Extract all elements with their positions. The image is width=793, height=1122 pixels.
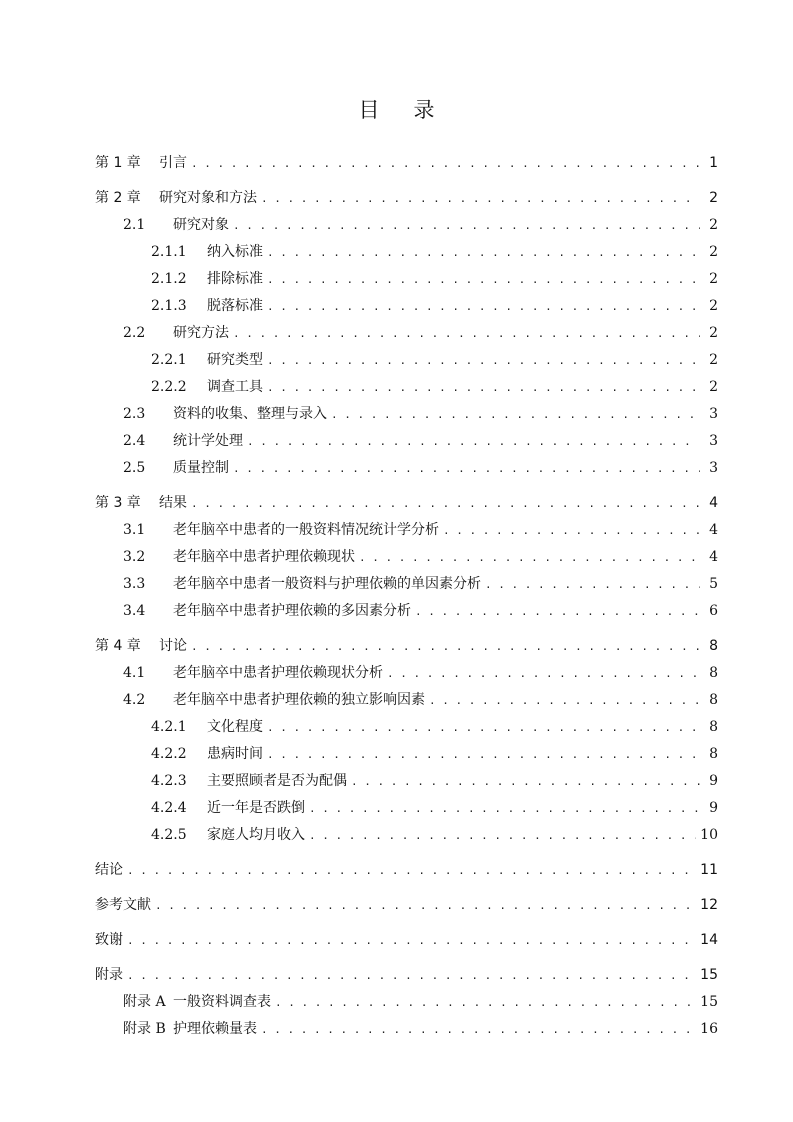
toc-entry-title: 老年脑卒中患者护理依赖现状分析 — [173, 665, 383, 681]
toc-entry-title: 研究类型 — [207, 352, 263, 368]
toc-entry-number: 3.1 — [123, 522, 146, 538]
toc-entry-title: 近一年是否跌倒 — [207, 800, 305, 816]
toc-entry-title: 调查工具 — [207, 379, 263, 395]
toc-entry[interactable] — [95, 857, 718, 884]
toc-entry[interactable] — [95, 347, 718, 374]
toc-entry-title: 患病时间 — [207, 746, 263, 762]
table-of-contents — [95, 150, 718, 1043]
toc-entry-page-number: 2 — [709, 217, 718, 233]
toc-entry[interactable] — [95, 660, 718, 687]
toc-entry-page-number: 10 — [700, 827, 718, 843]
toc-entry-page-number: 3 — [709, 433, 718, 449]
dot-leader — [485, 571, 700, 598]
toc-entry[interactable] — [95, 633, 718, 660]
toc-entry-page-number: 2 — [709, 190, 718, 206]
toc-entry-page-number: 9 — [709, 773, 718, 789]
toc-entry-number: 4.2 — [123, 692, 146, 708]
toc-entry-title: 质量控制 — [173, 460, 229, 476]
toc-entry-title: 老年脑卒中患者护理依赖的多因素分析 — [173, 603, 411, 619]
toc-entry[interactable] — [95, 989, 718, 1016]
toc-entry-number: 2.1 — [123, 217, 146, 233]
toc-entry-number: 3.2 — [123, 549, 146, 565]
toc-entry[interactable] — [95, 455, 718, 482]
toc-entry-number: 2.2.2 — [151, 379, 187, 395]
toc-entry-number: 4.2.3 — [151, 773, 187, 789]
dot-leader — [267, 374, 700, 401]
dot-leader — [331, 401, 700, 428]
toc-entry-page-number: 1 — [709, 155, 718, 171]
toc-entry-page-number: 8 — [709, 638, 718, 654]
dot-leader — [191, 633, 700, 660]
toc-entry-page-number: 12 — [700, 897, 718, 913]
toc-entry-number: 4.2.4 — [151, 800, 187, 816]
toc-entry[interactable] — [95, 185, 718, 212]
toc-entry-title: 主要照顾者是否为配偶 — [207, 773, 347, 789]
toc-entry[interactable] — [95, 490, 718, 517]
toc-entry-title: 结论 — [95, 862, 123, 878]
toc-entry-page-number: 6 — [709, 603, 718, 619]
toc-entry-page-number: 16 — [700, 1021, 718, 1037]
dot-leader — [191, 150, 700, 177]
toc-entry[interactable] — [95, 428, 718, 455]
toc-entry-title: 附录 — [95, 967, 123, 983]
toc-entry-page-number: 15 — [700, 967, 718, 983]
toc-entry-page-number: 15 — [700, 994, 718, 1010]
toc-entry-page-number: 8 — [709, 746, 718, 762]
toc-entry-page-number: 2 — [709, 352, 718, 368]
toc-entry-number: 2.1.1 — [151, 244, 187, 260]
toc-entry[interactable] — [95, 927, 718, 954]
toc-entry[interactable] — [95, 374, 718, 401]
toc-entry-title: 讨论 — [159, 638, 187, 654]
toc-entry-page-number: 9 — [709, 800, 718, 816]
dot-leader — [247, 428, 700, 455]
toc-entry[interactable] — [95, 212, 718, 239]
dot-leader — [191, 490, 700, 517]
toc-entry[interactable] — [95, 822, 718, 849]
dot-leader — [429, 687, 700, 714]
toc-entry[interactable] — [95, 768, 718, 795]
toc-entry-page-number: 2 — [709, 325, 718, 341]
toc-entry-number: 3.3 — [123, 576, 146, 592]
toc-entry-number: 附录 B — [123, 1021, 166, 1037]
toc-entry-title: 统计学处理 — [173, 433, 243, 449]
toc-entry[interactable] — [95, 320, 718, 347]
toc-entry[interactable] — [95, 517, 718, 544]
dot-leader — [309, 822, 696, 849]
toc-entry-title: 资料的收集、整理与录入 — [173, 406, 327, 422]
toc-entry[interactable] — [95, 571, 718, 598]
dot-leader — [155, 892, 696, 919]
dot-leader — [233, 320, 700, 347]
toc-entry-page-number: 2 — [709, 244, 718, 260]
toc-entry-title: 脱落标准 — [207, 298, 263, 314]
dot-leader — [267, 714, 700, 741]
toc-entry-page-number: 14 — [700, 932, 718, 948]
toc-entry-number: 3.4 — [123, 603, 146, 619]
dot-leader — [127, 927, 696, 954]
toc-entry-title: 老年脑卒中患者的一般资料情况统计学分析 — [173, 522, 439, 538]
dot-leader — [387, 660, 700, 687]
toc-entry-page-number: 3 — [709, 406, 718, 422]
toc-entry-title: 家庭人均月收入 — [207, 827, 305, 843]
dot-leader — [309, 795, 700, 822]
toc-entry-number: 2.2.1 — [151, 352, 187, 368]
dot-leader — [127, 962, 696, 989]
toc-entry-title: 老年脑卒中患者护理依赖的独立影响因素 — [173, 692, 425, 708]
dot-leader — [127, 857, 696, 884]
toc-entry-number: 2.2 — [123, 325, 146, 341]
dot-leader — [351, 768, 700, 795]
dot-leader — [359, 544, 700, 571]
dot-leader — [267, 741, 700, 768]
toc-entry-title: 纳入标准 — [207, 244, 263, 260]
toc-entry-title: 研究方法 — [173, 325, 229, 341]
toc-entry[interactable] — [95, 714, 718, 741]
dot-leader — [443, 517, 700, 544]
toc-entry-title: 结果 — [159, 495, 187, 511]
toc-entry-page-number: 4 — [709, 495, 718, 511]
dot-leader — [275, 989, 696, 1016]
toc-entry-number: 第 3 章 — [95, 495, 141, 511]
toc-entry[interactable] — [95, 544, 718, 571]
toc-entry[interactable] — [95, 239, 718, 266]
toc-entry-title: 排除标准 — [207, 271, 263, 287]
toc-entry-title: 一般资料调查表 — [173, 994, 271, 1010]
dot-leader — [261, 185, 700, 212]
toc-entry-page-number: 3 — [709, 460, 718, 476]
toc-entry-title: 护理依赖量表 — [173, 1021, 257, 1037]
toc-entry[interactable] — [95, 892, 718, 919]
toc-entry-title: 老年脑卒中患者一般资料与护理依赖的单因素分析 — [173, 576, 481, 592]
toc-entry-number: 2.3 — [123, 406, 146, 422]
toc-entry-page-number: 11 — [700, 862, 718, 878]
toc-entry-title: 研究对象 — [173, 217, 229, 233]
dot-leader — [415, 598, 700, 625]
toc-entry-page-number: 4 — [709, 522, 718, 538]
toc-entry-number: 第 2 章 — [95, 190, 141, 206]
toc-entry[interactable] — [95, 293, 718, 320]
toc-entry-number: 第 4 章 — [95, 638, 141, 654]
toc-entry-page-number: 5 — [709, 576, 718, 592]
toc-entry-page-number: 4 — [709, 549, 718, 565]
toc-entry-title: 参考文献 — [95, 897, 151, 913]
toc-entry[interactable] — [95, 150, 718, 177]
toc-entry-page-number: 8 — [709, 665, 718, 681]
dot-leader — [261, 1016, 696, 1043]
toc-entry-number: 附录 A — [123, 994, 166, 1010]
toc-entry-title: 引言 — [159, 155, 187, 171]
toc-entry[interactable] — [95, 962, 718, 989]
toc-entry-title: 老年脑卒中患者护理依赖现状 — [173, 549, 355, 565]
toc-entry[interactable] — [95, 1016, 718, 1043]
toc-entry-number: 第 1 章 — [95, 155, 141, 171]
dot-leader — [267, 266, 700, 293]
toc-entry[interactable] — [95, 598, 718, 625]
toc-entry-number: 4.2.1 — [151, 719, 187, 735]
dot-leader — [233, 212, 700, 239]
toc-entry-page-number: 8 — [709, 719, 718, 735]
toc-entry-title: 研究对象和方法 — [159, 190, 257, 206]
toc-entry-page-number: 2 — [709, 298, 718, 314]
toc-entry[interactable] — [95, 266, 718, 293]
toc-entry-page-number: 2 — [709, 379, 718, 395]
toc-entry-number: 2.1.3 — [151, 298, 187, 314]
toc-entry[interactable] — [95, 795, 718, 822]
toc-entry-page-number: 2 — [709, 271, 718, 287]
toc-entry[interactable] — [95, 687, 718, 714]
toc-entry-number: 2.5 — [123, 460, 146, 476]
dot-leader — [267, 347, 700, 374]
toc-entry[interactable] — [95, 401, 718, 428]
toc-entry-title: 致谢 — [95, 932, 123, 948]
dot-leader — [267, 293, 700, 320]
toc-entry-title: 文化程度 — [207, 719, 263, 735]
toc-entry-number: 4.2.2 — [151, 746, 187, 762]
toc-entry-number: 2.1.2 — [151, 271, 187, 287]
page-title: 目录 — [358, 98, 469, 122]
toc-entry-number: 4.1 — [123, 665, 146, 681]
toc-entry[interactable] — [95, 741, 718, 768]
dot-leader — [267, 239, 700, 266]
toc-entry-number: 4.2.5 — [151, 827, 187, 843]
toc-entry-page-number: 8 — [709, 692, 718, 708]
toc-entry-number: 2.4 — [123, 433, 146, 449]
dot-leader — [233, 455, 700, 482]
